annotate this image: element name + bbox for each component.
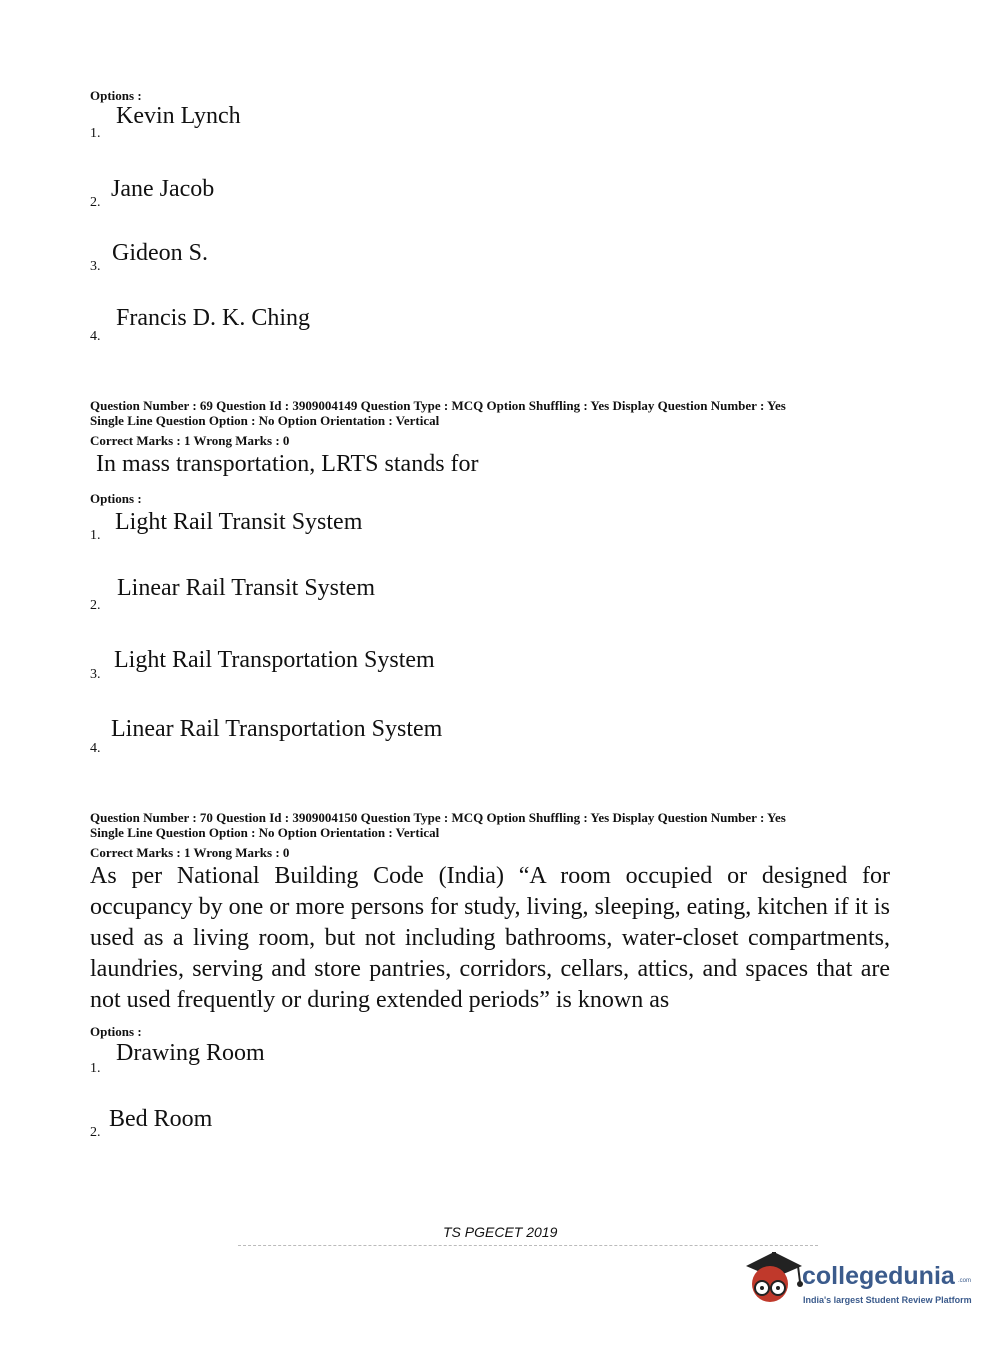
option-text: Linear Rail Transportation System bbox=[111, 716, 443, 742]
option-text: Francis D. K. Ching bbox=[116, 305, 310, 331]
brand-name: collegedunia bbox=[802, 1262, 955, 1290]
option-text: Drawing Room bbox=[116, 1040, 265, 1066]
question-text: In mass transportation, LRTS stands for bbox=[96, 451, 479, 477]
footer-divider bbox=[238, 1245, 818, 1246]
options-label: Options : bbox=[90, 491, 142, 506]
option-text: Light Rail Transportation System bbox=[114, 647, 435, 673]
option-number: 2. bbox=[90, 195, 101, 210]
option-text: Light Rail Transit System bbox=[115, 509, 363, 535]
exam-title: TS PGECET 2019 bbox=[443, 1224, 558, 1240]
brand-tagline: India's largest Student Review Platform bbox=[803, 1295, 972, 1305]
option-text: Kevin Lynch bbox=[116, 103, 241, 129]
option-text: Linear Rail Transit System bbox=[117, 575, 375, 601]
brand-suffix: .com bbox=[958, 1278, 972, 1284]
option-number: 1. bbox=[90, 528, 101, 543]
options-label: Options : bbox=[90, 1024, 142, 1039]
option-number: 4. bbox=[90, 741, 101, 756]
question-text: As per National Building Code (India) “A room occupied or designed for occupancy by one or more persons for study, living, sleeping, eating, kitchen if it is used as a living room, but not including bathrooms, water-closet compartments, laundries, serving and store pantries, corridors, cellars, attics, and spaces that are not used frequently or during extended periods” is known as bbox=[90, 863, 890, 1013]
question-meta: Question Number : 70 Question Id : 3909004150 Question Type : MCQ Option Shuffling : Yes Display Question Number : Yes bbox=[90, 810, 786, 825]
question-meta: Question Number : 69 Question Id : 3909004149 Question Type : MCQ Option Shuffling : Yes Display Question Number : Yes bbox=[90, 398, 786, 413]
option-number: 1. bbox=[90, 126, 101, 141]
option-number: 4. bbox=[90, 329, 101, 344]
option-number: 2. bbox=[90, 1125, 101, 1140]
option-text: Jane Jacob bbox=[111, 176, 215, 202]
question-marks: Correct Marks : 1 Wrong Marks : 0 bbox=[90, 845, 290, 860]
option-text: Bed Room bbox=[109, 1106, 213, 1132]
mascot-logo-icon bbox=[740, 1248, 810, 1308]
question-meta: Single Line Question Option : No Option Orientation : Vertical bbox=[90, 825, 440, 840]
option-number: 3. bbox=[90, 259, 101, 274]
options-label: Options : bbox=[90, 88, 142, 103]
option-number: 3. bbox=[90, 667, 101, 682]
question-marks: Correct Marks : 1 Wrong Marks : 0 bbox=[90, 433, 290, 448]
option-number: 1. bbox=[90, 1061, 101, 1076]
question-meta: Single Line Question Option : No Option Orientation : Vertical bbox=[90, 413, 440, 428]
option-text: Gideon S. bbox=[112, 240, 208, 266]
option-number: 2. bbox=[90, 598, 101, 613]
